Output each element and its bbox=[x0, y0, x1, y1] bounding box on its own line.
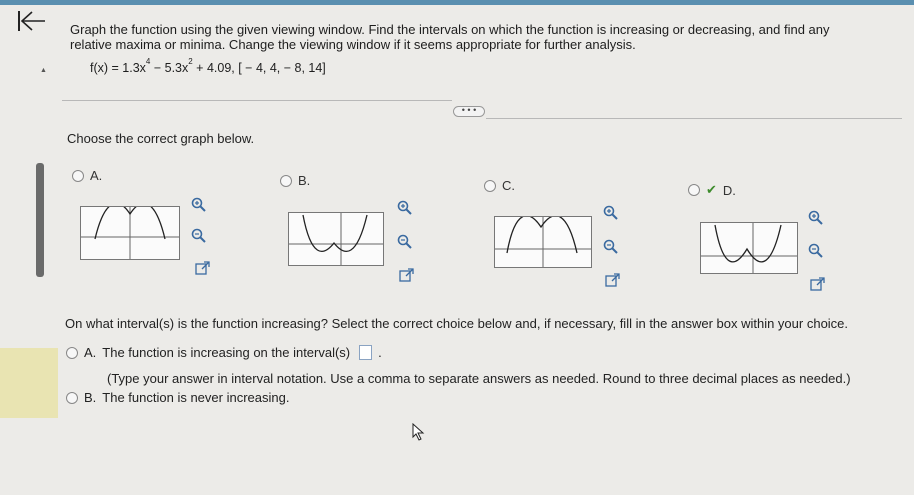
radio-a[interactable] bbox=[72, 170, 84, 182]
expand-icon[interactable] bbox=[399, 268, 414, 283]
radio-choice-a[interactable] bbox=[66, 347, 78, 359]
checkmark-icon: ✔ bbox=[706, 182, 717, 197]
interval-answer-box[interactable] bbox=[359, 345, 372, 360]
zoom-out-icon[interactable] bbox=[397, 234, 412, 249]
top-accent-bar bbox=[0, 0, 914, 5]
zoom-out-icon[interactable] bbox=[191, 228, 206, 243]
instructions-text: Graph the function using the given viewing window. Find the intervals on which the function is increasing or decreasing, and find any relative maxima or minima. Change the viewing window if it seems appropriate for further analysis. bbox=[70, 22, 830, 52]
side-panel bbox=[0, 348, 58, 418]
option-a[interactable]: A. bbox=[72, 168, 102, 183]
graph-prompt: Choose the correct graph below. bbox=[67, 131, 255, 146]
scrollbar-handle[interactable] bbox=[36, 163, 44, 277]
expand-icon[interactable] bbox=[195, 261, 210, 276]
graph-d[interactable] bbox=[700, 222, 798, 274]
zoom-in-icon[interactable] bbox=[191, 197, 206, 212]
graph-a[interactable] bbox=[80, 206, 180, 260]
option-b[interactable]: B. bbox=[280, 173, 310, 188]
divider-left bbox=[62, 100, 452, 101]
expand-icon[interactable] bbox=[810, 277, 825, 292]
radio-c[interactable] bbox=[484, 180, 496, 192]
option-c[interactable]: C. bbox=[484, 178, 515, 193]
choice-a[interactable]: A. The function is increasing on the interval(s) . bbox=[66, 345, 382, 360]
more-button[interactable]: • • • bbox=[453, 106, 485, 117]
back-arrow-icon[interactable] bbox=[14, 8, 48, 34]
zoom-in-icon[interactable] bbox=[603, 205, 618, 220]
zoom-in-icon[interactable] bbox=[808, 210, 823, 225]
choice-b[interactable]: B. The function is never increasing. bbox=[66, 390, 289, 405]
graph-c[interactable] bbox=[494, 216, 592, 268]
option-d[interactable]: ✔ D. bbox=[688, 182, 736, 198]
divider-right bbox=[486, 118, 902, 119]
graph-b[interactable] bbox=[288, 212, 384, 266]
zoom-out-icon[interactable] bbox=[808, 243, 823, 258]
radio-b[interactable] bbox=[280, 175, 292, 187]
function-expression: $f(x) = 1.3x^4 - 5.3x^2 + 4.09$, [ − 4, 4, − 8, 14] bbox=[90, 57, 326, 76]
radio-d[interactable] bbox=[688, 184, 700, 196]
choice-a-note: (Type your answer in interval notation. Use a comma to separate answers as needed. Round to three decimal places as needed.) bbox=[107, 371, 851, 386]
zoom-in-icon[interactable] bbox=[397, 200, 412, 215]
increasing-question: On what interval(s) is the function increasing? Select the correct choice below and, if necessary, fill in the answer box within your choice. bbox=[65, 316, 849, 331]
zoom-out-icon[interactable] bbox=[603, 239, 618, 254]
mouse-pointer-icon bbox=[412, 423, 426, 441]
collapse-triangle-icon[interactable]: ▲ bbox=[40, 67, 47, 74]
expand-icon[interactable] bbox=[605, 273, 620, 288]
radio-choice-b[interactable] bbox=[66, 392, 78, 404]
